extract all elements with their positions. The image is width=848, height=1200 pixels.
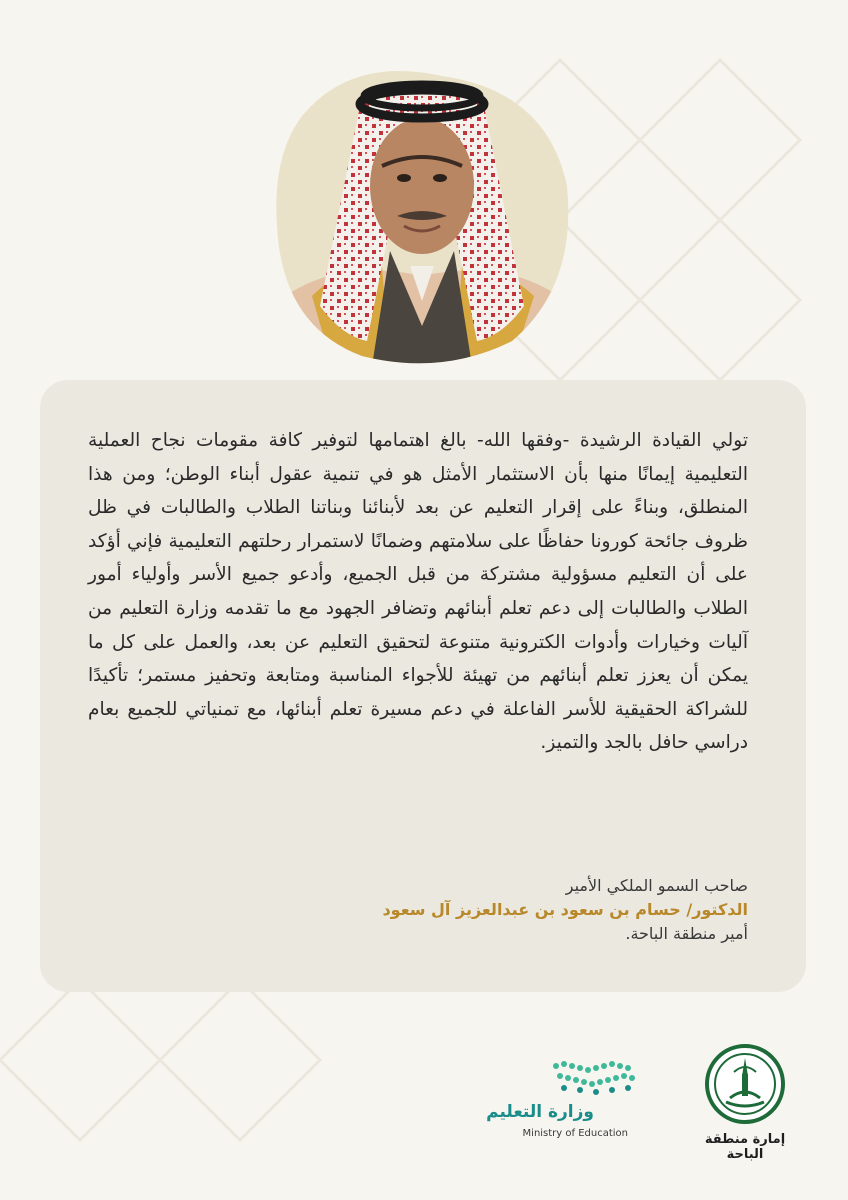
message-body: تولي القيادة الرشيدة -وفقها الله- بالغ اهتمامها لتوفير كافة مقومات نجاح العملية التعليمية إيمانًا منها بأن الاستثمار الأمثل هو في تنمية عقول أبناء الوطن؛ ومن هذا المنطلق، وبناءً على إقرار التعليم عن بعد لأبنائنا وبناتنا الطلاب والطالبات في ظل ظروف جائحة كورونا حفاظًا على سلامتهم وضمانًا لاستمرار رحلتهم التعليمية فإني أؤكد على أن التعليم مسؤولية مشتركة من قبل الجميع، وأدعو جميع الأسر وأولياء أمور الطلاب والطالبات إلى دعم تعلم أبنائهم وتضافر الجهود مع ما تقدمه وزارة التعليم من آليات وخيارات وأدوات الكترونية متنوعة لتحقيق التعليم عن بعد، والعمل على كل ما يمكن أن يعزز تعلم أبنائهم من تهيئة للأجواء المناسبة ومتابعة وتحفيز مستمر؛ تأكيدًا للشراكة الحقيقية للأسر الفاعلة في دعم مسيرة تعلم أبنائها، مع تمنياتي للجميع بعام دراسي حافل بالجد والتميز. [88, 430, 748, 754]
message-card [40, 380, 806, 992]
ministry-of-education-logo [480, 1054, 640, 1146]
signature-block [248, 874, 748, 946]
signature-role: أمير منطقة الباحة. [625, 924, 748, 943]
signature-name: الدكتور/ حسام بن سعود بن عبدالعزيز آل سعود [382, 900, 748, 919]
baha-emirate-label: إمارة منطقة الباحة [704, 1132, 786, 1162]
signature-title: صاحب السمو الملكي الأمير [565, 876, 748, 895]
moe-arabic-label: وزارة التعليم [486, 1102, 594, 1122]
moe-english-label: Ministry of Education [522, 1128, 628, 1139]
baha-emirate-logo [690, 1040, 800, 1162]
emblem-icon [690, 1040, 800, 1132]
portrait [272, 66, 572, 366]
moe-dots-icon [550, 1056, 640, 1096]
